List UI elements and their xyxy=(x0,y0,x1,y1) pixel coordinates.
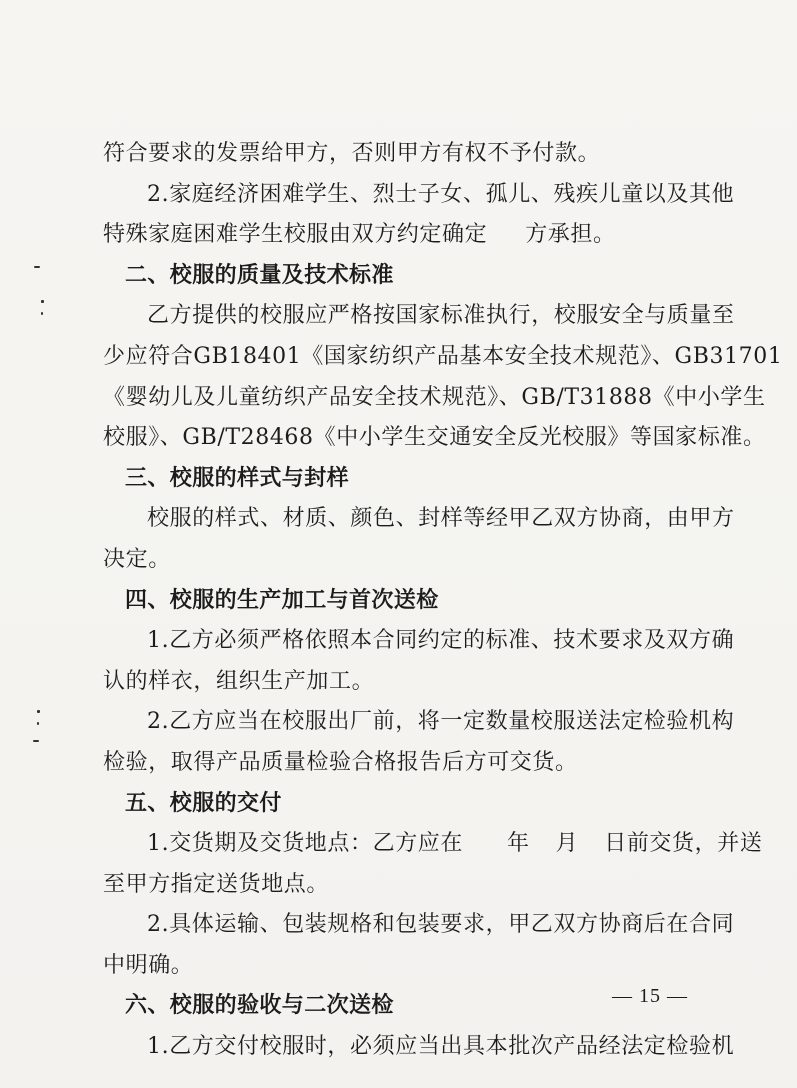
paragraph-line: 2.具体运输、包装规格和包装要求，甲乙双方协商后在合同 xyxy=(147,912,735,938)
scan-mark xyxy=(37,710,40,713)
scan-mark xyxy=(41,300,44,303)
paragraph-line: 1.乙方必须严格依照本合同约定的标准、技术要求及双方确 xyxy=(147,628,735,654)
line-text: 日前交货，并送 xyxy=(604,831,763,857)
paragraph-line: 校服》、GB/T28468《中小学生交通安全反光校服》等国家标准。 xyxy=(103,425,766,451)
paragraph-line: 决定。 xyxy=(103,546,171,572)
paragraph-line xyxy=(103,824,763,865)
scan-mark xyxy=(33,740,39,742)
section-heading: 五、校服的交付 xyxy=(125,790,282,816)
line-text: 方承担。 xyxy=(525,222,616,248)
paragraph-line: 2.家庭经济困难学生、烈士子女、孤儿、残疾儿童以及其他 xyxy=(147,181,735,207)
section-heading: 四、校服的生产加工与首次送检 xyxy=(125,587,439,613)
paragraph-line: 1.乙方交付校服时，必须应当出具本批次产品经法定检验机 xyxy=(147,1034,735,1060)
paragraph-line: 少应符合GB18401《国家纺织产品基本安全技术规范》、GB31701 xyxy=(103,343,783,369)
line-text: 月 xyxy=(555,831,579,857)
paragraph-line: 至甲方指定送货地点。 xyxy=(103,871,330,897)
paragraph-line: 2.乙方应当在校服出厂前，将一定数量校服送法定检验机构 xyxy=(147,709,735,735)
document-body xyxy=(103,134,783,1068)
scan-mark xyxy=(41,312,43,315)
section-heading: 三、校服的样式与封样 xyxy=(125,465,350,491)
paragraph-line: 检验，取得产品质量检验合格报告后方可交货。 xyxy=(103,749,578,775)
paragraph-line: 认的样衣，组织生产加工。 xyxy=(103,668,375,694)
page-number: — 15 — xyxy=(612,985,688,1007)
paragraph-line: 符合要求的发票给甲方，否则甲方有权不予付款。 xyxy=(103,141,601,166)
section-heading: 六、校服的验收与二次送检 xyxy=(125,993,394,1019)
paragraph-line: 中明确。 xyxy=(103,952,194,978)
section-heading: 二、校服的质量及技术标准 xyxy=(125,262,394,288)
paragraph-line: 校服的样式、材质、颜色、封样等经甲乙双方协商，由甲方 xyxy=(147,506,735,532)
line-text: 年 xyxy=(507,831,530,857)
scan-mark xyxy=(37,722,39,725)
line-text: 特殊家庭困难学生校服由双方约定确定 xyxy=(103,222,488,248)
scan-mark xyxy=(34,266,40,268)
paragraph-line: 《婴幼儿及儿童纺织产品安全技术规范》、GB/T31888《中小学生 xyxy=(103,384,766,410)
paragraph-line xyxy=(103,215,703,256)
paragraph-line: 乙方提供的校服应严格按国家标准执行，校服安全与质量至 xyxy=(147,303,735,329)
line-text: 1.交货期及交货地点：乙方应在 xyxy=(147,831,463,857)
